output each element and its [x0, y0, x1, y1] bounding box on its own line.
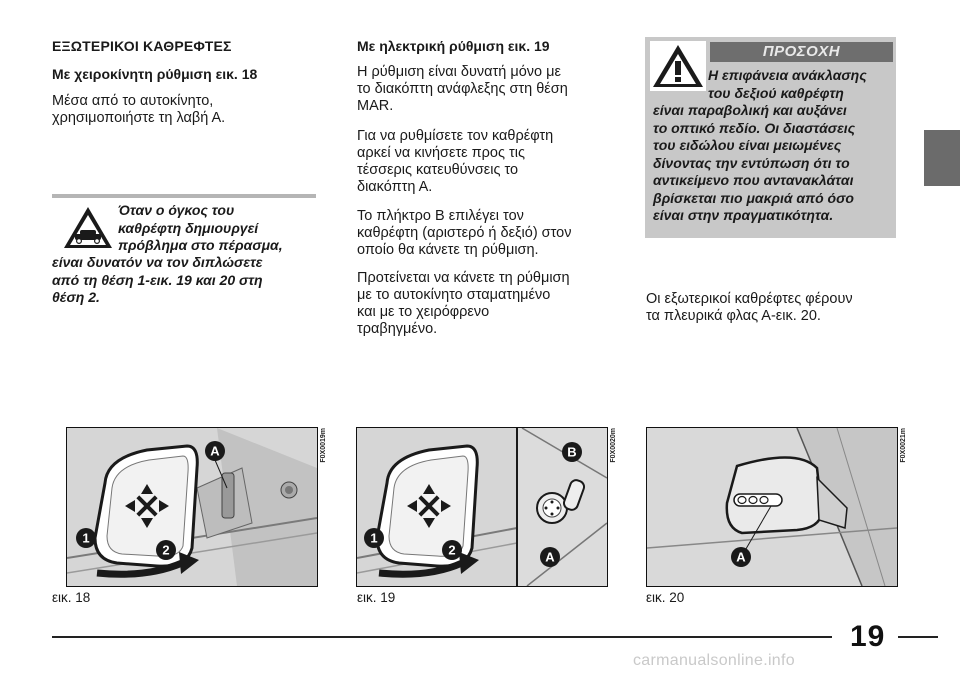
section-heading: ΕΞΩΤΕΡΙΚΟΙ ΚΑΘΡΕΦΤΕΣ: [52, 38, 232, 54]
svg-text:2: 2: [448, 542, 456, 558]
svg-text:1: 1: [370, 530, 378, 546]
electric-para-2: Για να ρυθμίσετε τον καθρέφτη αρκεί να κινήσετε προς τις τέσσερις κατευθύνσεις το διακόπτη Α.: [357, 128, 554, 195]
figure-20: [646, 427, 898, 587]
figure-18-caption: εικ. 18: [52, 590, 91, 605]
figure-20-caption: εικ. 20: [646, 590, 685, 605]
parabolic-warning-text-top: Η επιφάνεια ανάκλασης του δεξιού καθρέφτη: [708, 67, 867, 101]
footer-rule-right: [898, 636, 938, 638]
svg-text:1: 1: [82, 530, 90, 546]
electric-para-3: Το πλήκτρο Β επιλέγει τον καθρέφτη (αριστερό ή δεξιό) στον οποίο θα κάνετε τη ρύθμιση.: [357, 208, 572, 258]
svg-text:B: B: [567, 444, 577, 460]
electric-adjust-heading: Με ηλεκτρική ρύθμιση εικ. 19: [357, 38, 550, 54]
fold-warning-text-bottom: είναι δυνατόν να τον διπλώσετε από τη θέση 1-εικ. 19 και 20 στη θέση 2.: [52, 254, 263, 305]
side-indicator-text: Οι εξωτερικοί καθρέφτες φέρουν τα πλευρικά φλας Α-εικ. 20.: [646, 291, 853, 324]
callout-2-fig19: [441, 539, 463, 561]
electric-para-4: Προτείνεται να κάνετε τη ρύθμιση με το αυτοκίνητο σταματημένο και με το χειρόφρενο τραβηγμένο.: [357, 270, 570, 337]
svg-text:2: 2: [162, 542, 170, 558]
manual-adjust-text: Μέσα από το αυτοκίνητο, χρησιμοποιήστε τη λαβή Α.: [52, 93, 226, 126]
car-warning-icon: [62, 204, 114, 250]
figure-18: [66, 427, 318, 587]
callout-1-fig18: [75, 527, 97, 549]
electric-para-1: Η ρύθμιση είναι δυνατή μόνο με το διακόπτη ανάφλεξης στη θέση MAR.: [357, 64, 568, 114]
callout-a-fig20: [730, 546, 752, 568]
figure-19-caption: εικ. 19: [357, 590, 396, 605]
figure-18-code: F0X0019m: [320, 428, 327, 463]
section-thumb-tab: [924, 130, 960, 186]
callout-1-fig19: [363, 527, 385, 549]
callout-2-fig18: [155, 539, 177, 561]
svg-text:A: A: [736, 549, 746, 565]
svg-text:A: A: [210, 443, 220, 459]
figure-20-code: F0X0021m: [900, 428, 907, 463]
footer-rule-left: [52, 636, 832, 638]
parabolic-warning-text-bottom: είναι παραβολική και αυξάνει το οπτικό πεδίο. Οι διαστάσεις του ειδώλου είναι μειωμένες δίνοντας την εντύπωση ότι το αντικείμενο που αντανακλάται βρίσκεται πιο μακριά από όσο είναι στην πραγματικότητα.: [653, 102, 856, 223]
page-number: 19: [850, 620, 886, 653]
callout-a-fig18: [204, 440, 226, 462]
watermark: carmanualsonline.info: [633, 652, 795, 669]
warning-title: ΠΡΟΣΟΧΗ: [710, 42, 893, 62]
manual-adjust-heading: Με χειροκίνητη ρύθμιση εικ. 18: [52, 66, 258, 82]
svg-text:A: A: [545, 549, 555, 565]
fold-warning-text-top: Όταν ο όγκος του καθρέφτη δημιουργεί πρόβλημα στο πέρασμα,: [118, 202, 283, 253]
callout-a-fig19: [539, 546, 561, 568]
warning-rule: [52, 194, 316, 198]
caution-icon: [650, 41, 706, 91]
callout-b-fig19: [561, 441, 583, 463]
figure-19-code: F0X0020m: [610, 428, 617, 463]
